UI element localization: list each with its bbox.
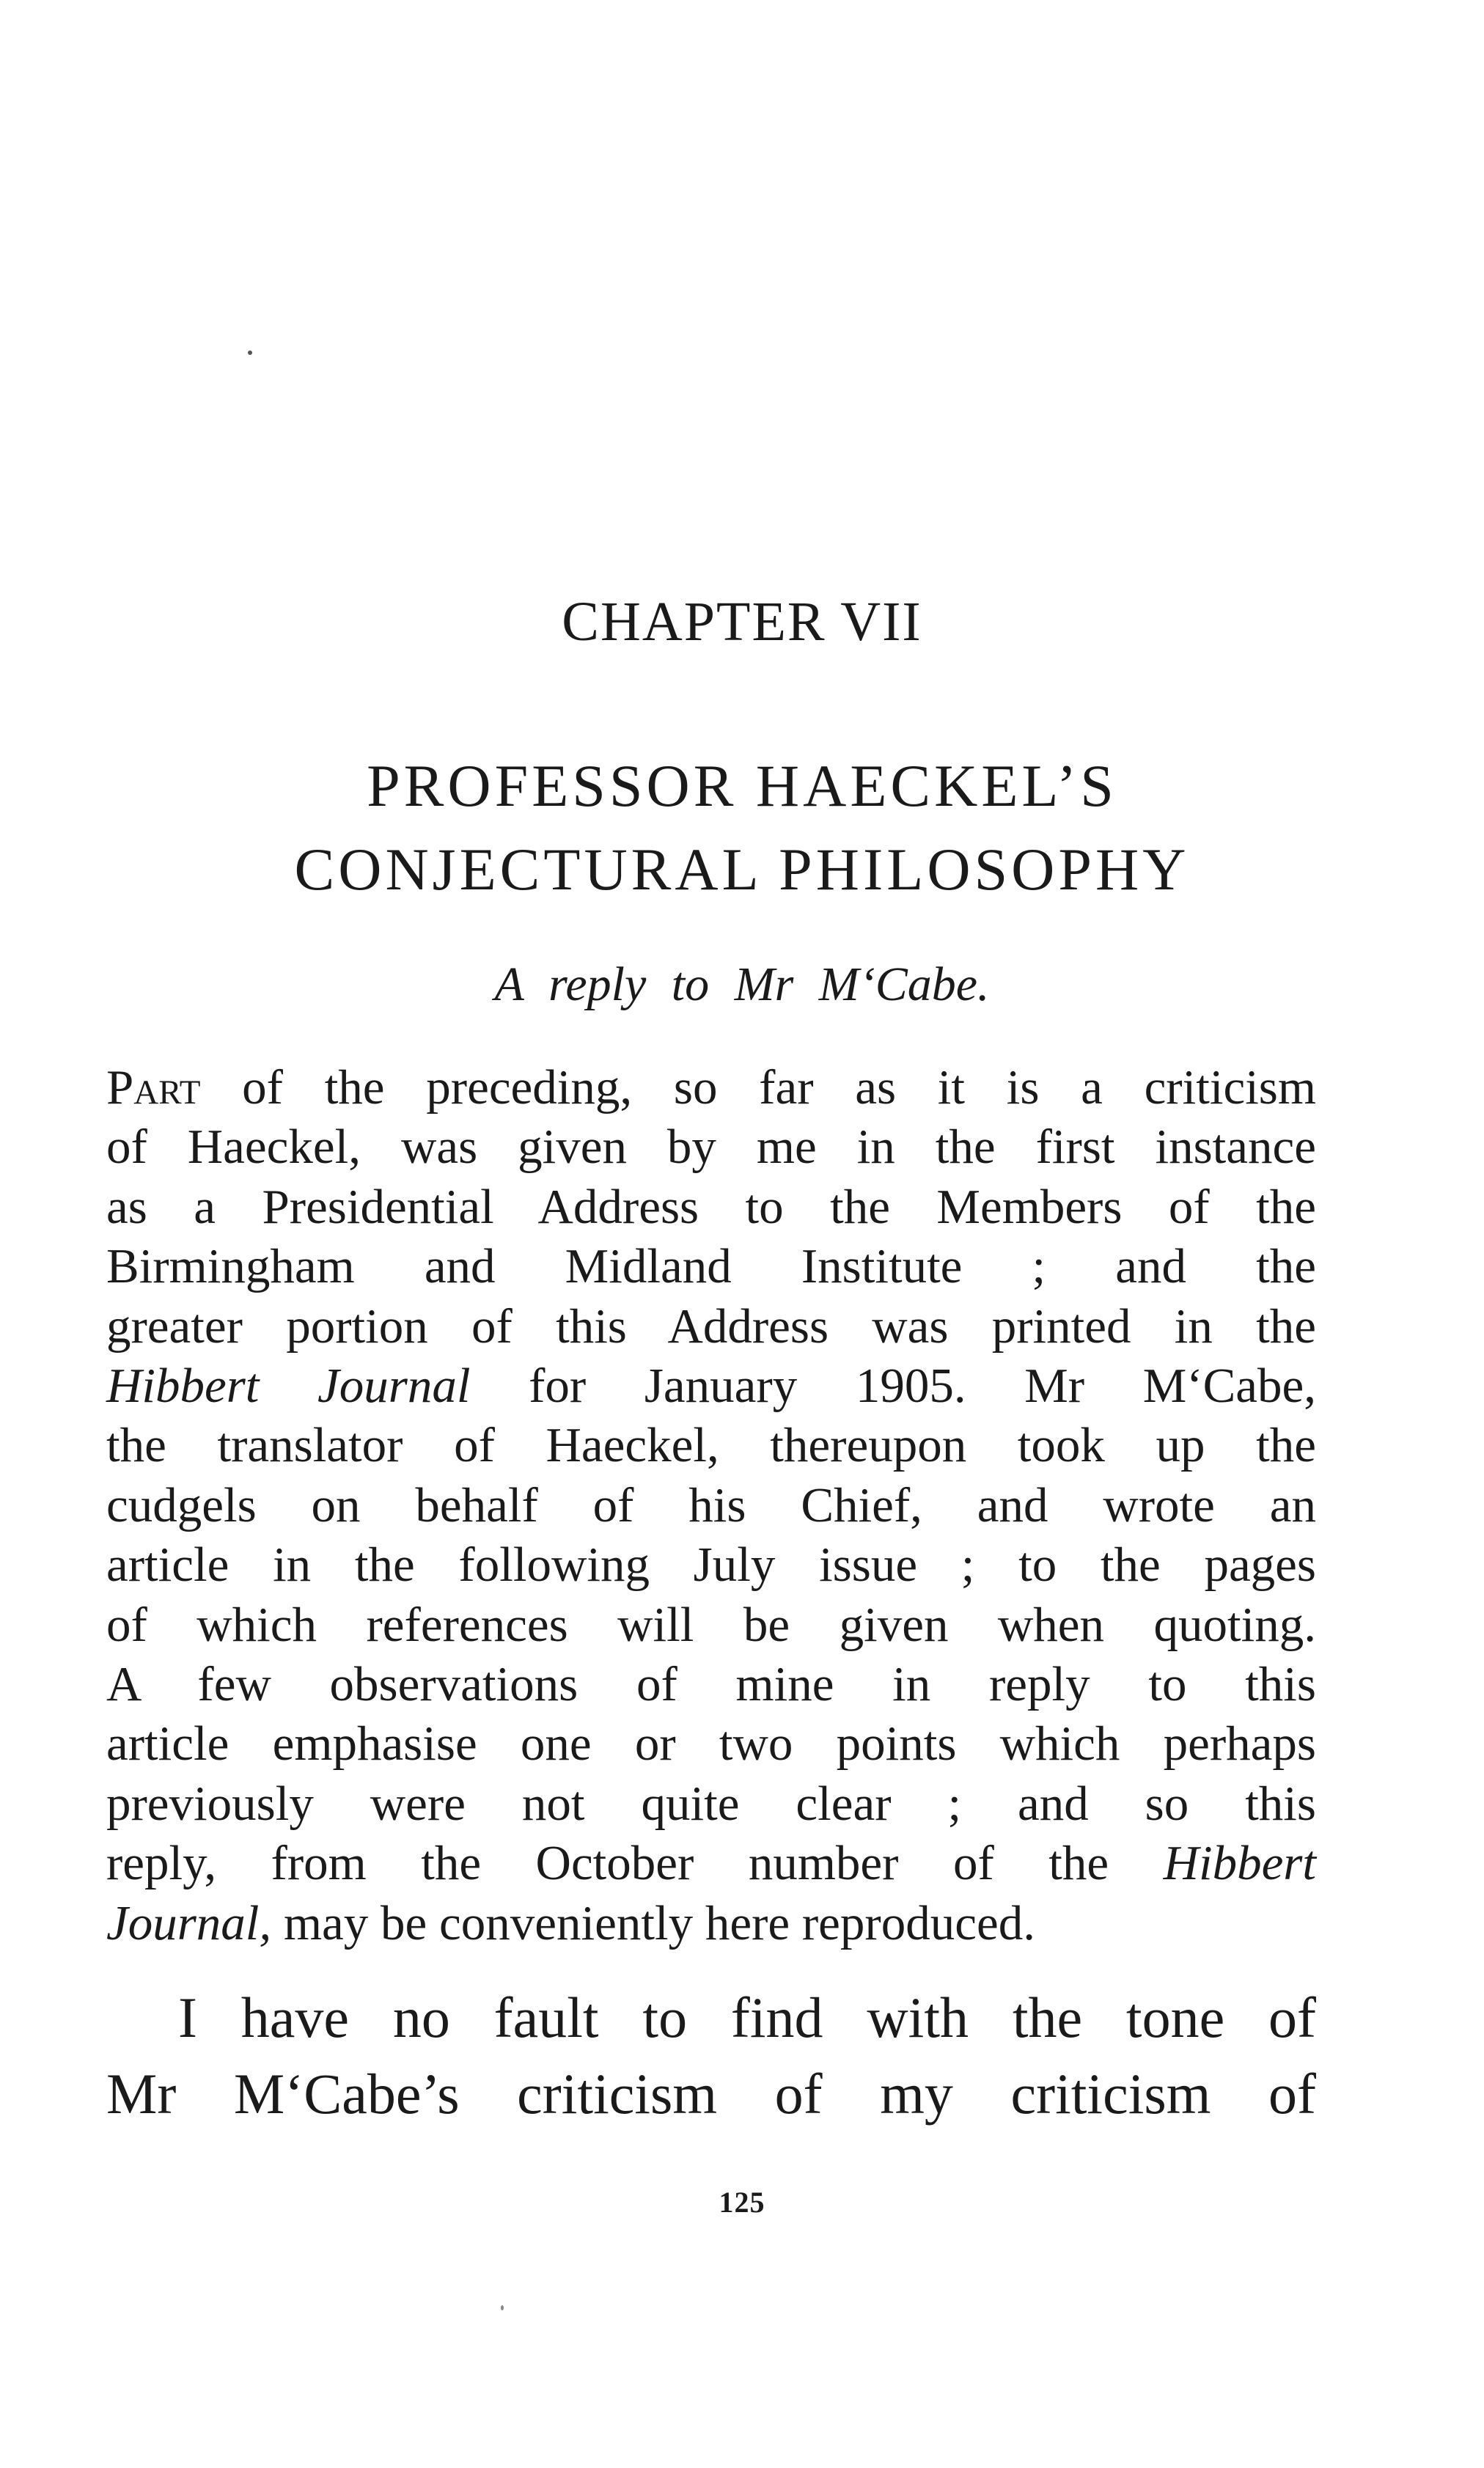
journal-title: Hibbert bbox=[1163, 1836, 1316, 1891]
text-line: reply, from the October number of the Hibbert bbox=[106, 1836, 1316, 1891]
text-line: Birmingham and Midland Institute ; and the bbox=[106, 1239, 1316, 1294]
text-line: greater portion of this Address was printed in the bbox=[106, 1299, 1316, 1354]
chapter-title bbox=[0, 744, 1484, 911]
chapter-title-line: PROFESSOR HAECKEL’S bbox=[367, 752, 1117, 819]
text-line: of which references will be given when quoting. bbox=[106, 1597, 1316, 1652]
small-caps-lead: Part bbox=[106, 1060, 201, 1114]
text-line: cudgels on behalf of his Chief, and wrote an bbox=[106, 1477, 1316, 1532]
journal-title: Journal, bbox=[106, 1895, 272, 1950]
text-line: Part of the preceding, so far as it is a criticism bbox=[106, 1060, 1316, 1114]
text-line: the translator of Haeckel, thereupon took up the bbox=[106, 1418, 1316, 1473]
text-line: I have no fault to find with the tone of bbox=[178, 1986, 1316, 2049]
text-line: article emphasise one or two points which perhaps bbox=[106, 1716, 1316, 1771]
page-number: 125 bbox=[719, 2186, 765, 2219]
print-speck bbox=[501, 2305, 504, 2310]
text-line: Mr M‘Cabe’s criticism of my criticism of bbox=[106, 2062, 1316, 2126]
body-paragraph bbox=[106, 1980, 1316, 2132]
text-line: A few observations of mine in reply to this bbox=[106, 1657, 1316, 1712]
intro-paragraph bbox=[106, 1058, 1316, 1953]
text-line: Hibbert Journal for January 1905. Mr M‘Cabe, bbox=[106, 1359, 1317, 1414]
chapter-subtitle: A reply to Mr M‘Cabe. bbox=[494, 958, 990, 1011]
chapter-title-line: CONJECTURAL PHILOSOPHY bbox=[294, 836, 1190, 903]
print-speck bbox=[248, 350, 252, 355]
text-line: of Haeckel, was given by me in the first instance bbox=[106, 1120, 1316, 1175]
text-line: as a Presidential Address to the Members of the bbox=[106, 1179, 1316, 1234]
journal-title: Hibbert Journal bbox=[106, 1359, 471, 1414]
text-line: previously were not quite clear ; and so this bbox=[106, 1776, 1316, 1831]
chapter-number: CHAPTER VII bbox=[562, 591, 922, 653]
text-line: article in the following July issue ; to the pages bbox=[106, 1538, 1316, 1593]
text-line: Journal, may be conveniently here reproduced. bbox=[106, 1895, 1035, 1950]
